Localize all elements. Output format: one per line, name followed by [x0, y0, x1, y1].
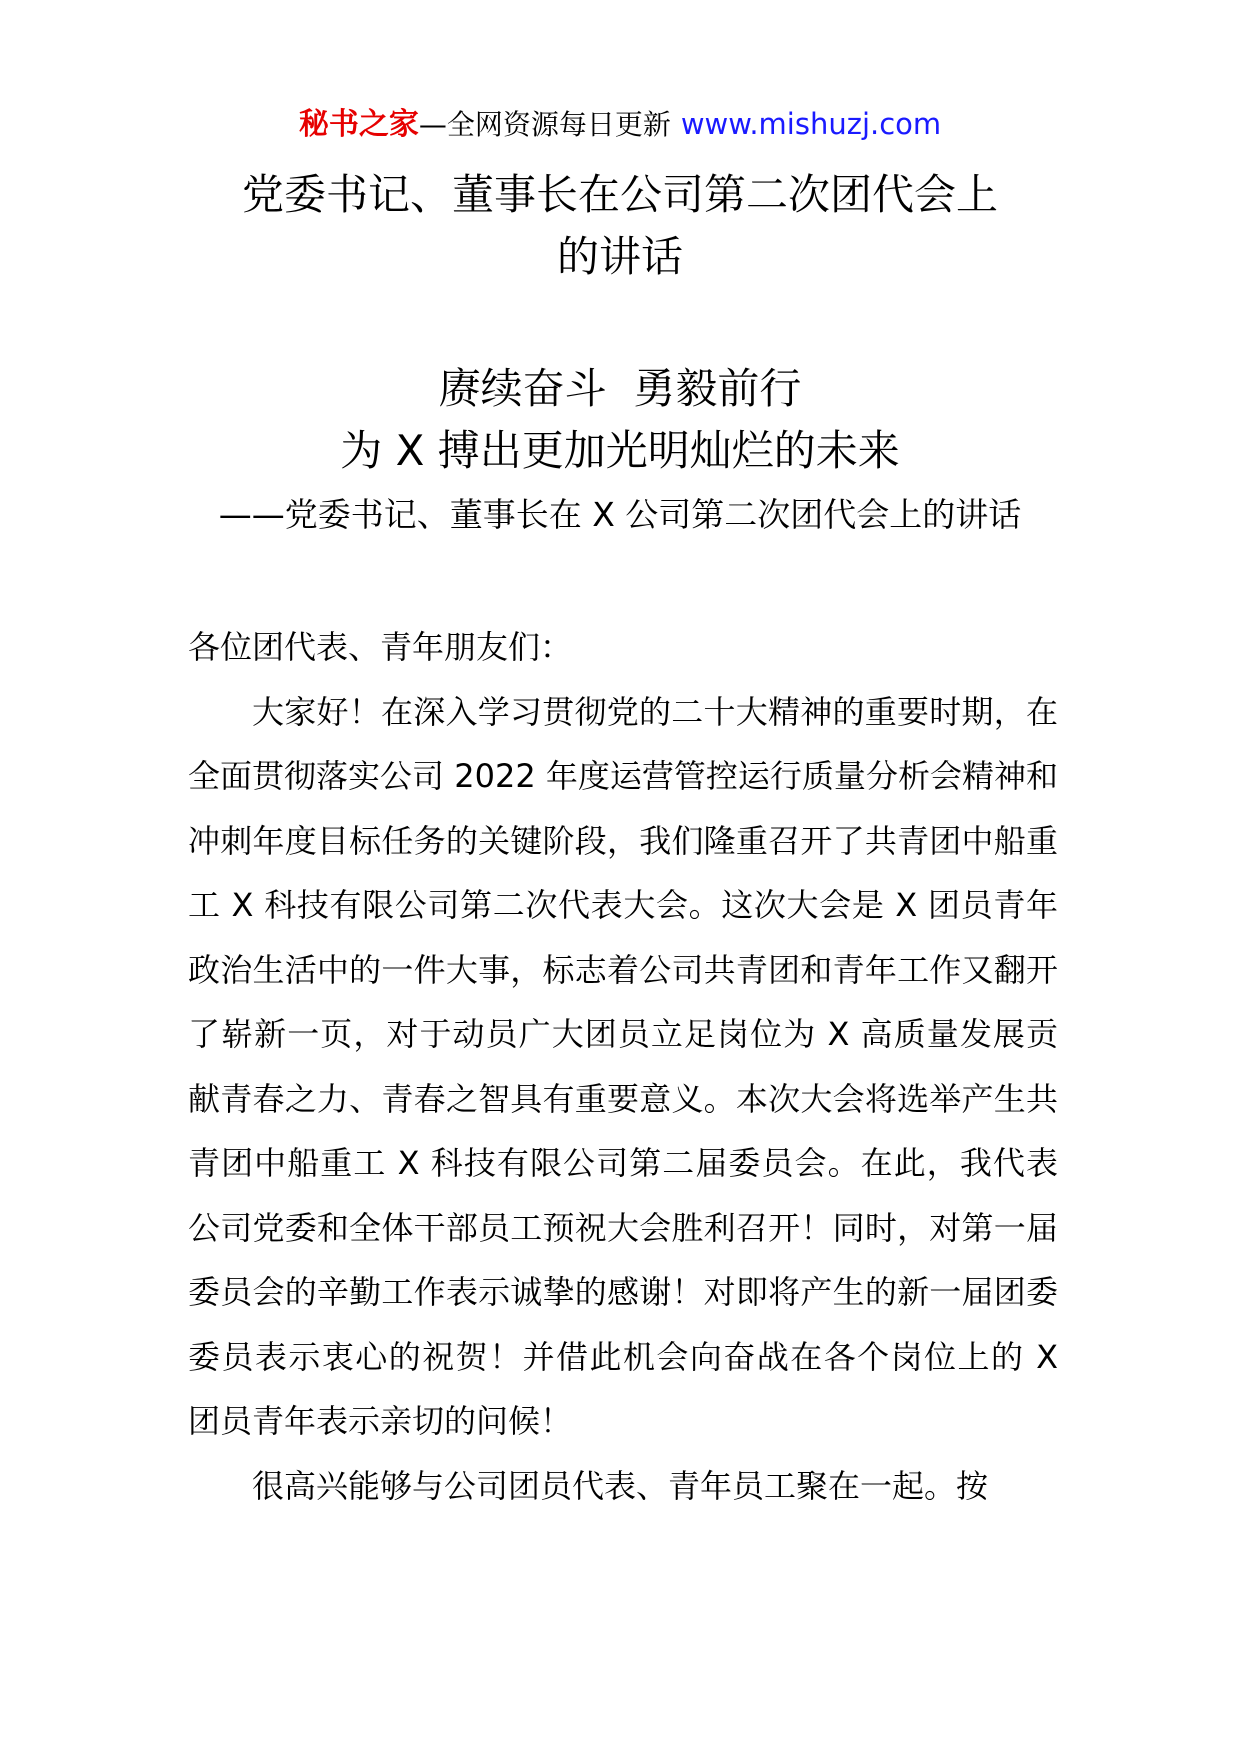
document-title-line-2: 的讲话: [556, 232, 683, 281]
salutation: 各位团代表、青年朋友们：: [188, 628, 573, 666]
speech-heading-line-2: 为 X 搏出更加光明灿烂的未来: [340, 426, 900, 475]
paragraph-2: 很高兴能够与公司团员代表、青年员工聚在一起。按: [252, 1466, 989, 1505]
site-brand: 秘书之家: [298, 107, 419, 142]
site-header: [0, 104, 1240, 145]
site-tagline: —全网资源每日更新: [418, 108, 671, 141]
document-title: [150, 164, 1090, 288]
paragraph-1: 大家好！在深入学习贯彻党的二十大精神的重要时期，在全面贯彻落实公司 2022 年度运营管控运行质量分析会精神和冲刺年度目标任务的关键阶段，我们隆重召开了共青团中船重工 X 科技有限公司第二次代表大会。这次大会是 X 团员青年政治生活中的一件大事，标志着公司共青团和青年工作又翻开了崭新一页，对于动员广大团员立足岗位为 X 高质量发展贡献青春之力、青春之智具有重要意义。本次大会将选举产生共青团中船重工 X 科技有限公司第二届委员会。在此，我代表公司党委和全体干部员工预祝大会胜利召开！同时，对第一届委员会的辛勤工作表示诚挚的感谢！对即将产生的新一届团委委员表示衷心的祝贺！并借此机会向奋战在各个岗位上的 X 团员青年表示亲切的问候！: [188, 692, 1058, 1440]
document-title-line-1: 党委书记、董事长在公司第二次团代会上: [241, 170, 998, 219]
site-url-link[interactable]: www.mishuzj.com: [680, 107, 942, 141]
speech-heading: [150, 358, 1090, 482]
speech-body: [188, 615, 1058, 1518]
speech-subtitle: ——党委书记、董事长在 X 公司第二次团代会上的讲话: [218, 495, 1022, 534]
speech-heading-line-1: 赓续奋斗 勇毅前行: [438, 364, 802, 413]
